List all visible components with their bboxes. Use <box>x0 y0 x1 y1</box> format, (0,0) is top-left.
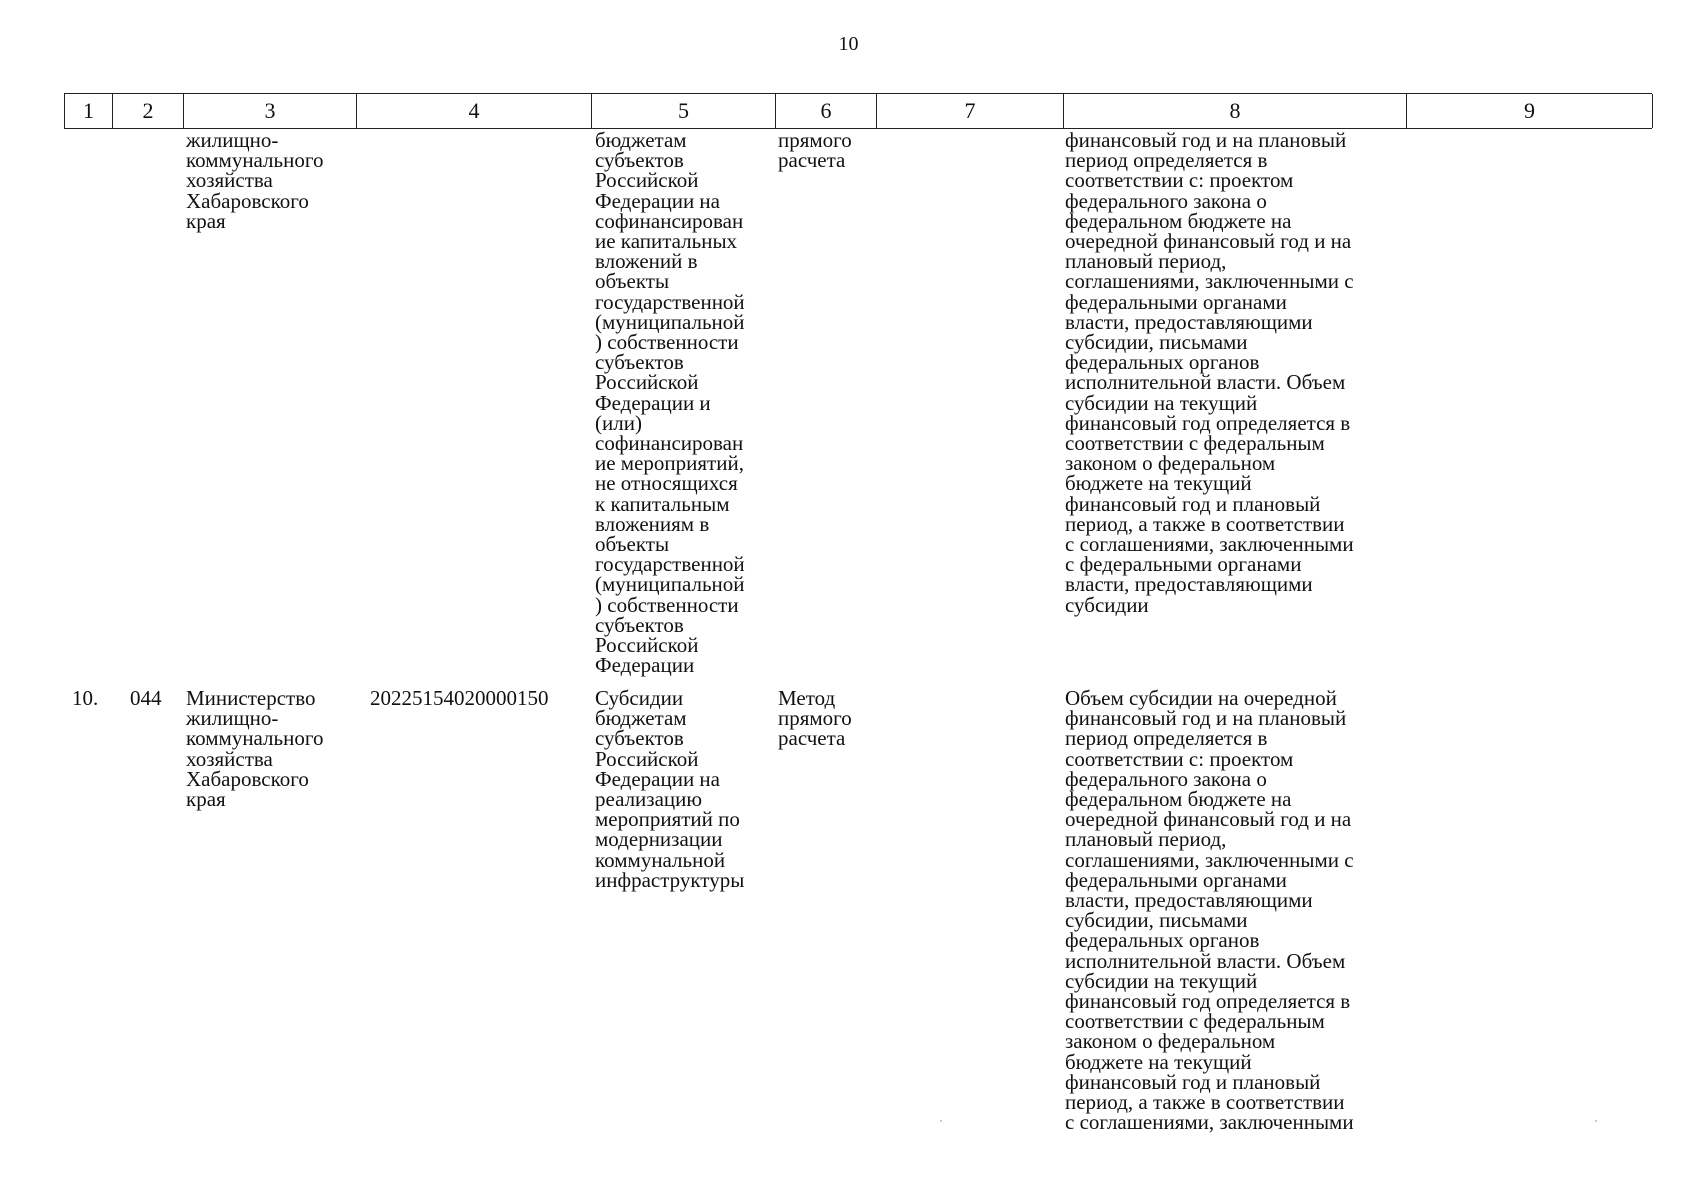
row10-col3-authority: Министерство жилищно- коммунального хозяйства Хабаровского края <box>186 686 324 812</box>
header-col-9: 9 <box>1407 94 1653 128</box>
scan-speck <box>1595 1120 1597 1122</box>
row10-col5-description: Субсидии бюджетам субъектов Российской Федерации на реализацию мероприятий по модернизации коммунальной инфраструктуры <box>595 686 745 892</box>
header-col-4: 4 <box>357 94 592 128</box>
table-header-row <box>64 93 1652 129</box>
row10-col6-method: Метод прямого расчета <box>778 686 852 751</box>
page-number: 10 <box>838 33 859 55</box>
header-col-1: 1 <box>65 94 113 128</box>
row10-number: 10. <box>72 686 99 710</box>
continuation-col5-description: бюджетам субъектов Российской Федерации на софинансирован ие капитальных вложений в объекты государственной (муниципальной ) собственности субъектов Российской Федерации и (или) софинансирован ие мероприятий, не относящихся к капитальным вложениям в объекты государственной (муниципальной ) собственности субъектов Российской Федерации <box>595 128 745 678</box>
row10-code: 044 <box>130 686 162 710</box>
header-col-7: 7 <box>877 94 1064 128</box>
continuation-col8-calculation: финансовый год и на плановый период определяется в соответствии с: проектом федерального закона о федеральном бюджете на очередной финансовый год и на плановый период, соглашениями, заключенными с федеральными органами власти, предоставляющими субсидии, письмами федеральных органов исполнительной власти. Объем субсидии на текущий финансовый год определяется в соответствии с федеральным законом о федеральном бюджете на текущий финансовый год и плановый период, а также в соответствии с соглашениями, заключенными с федеральными органами власти, предоставляющими субсидии <box>1065 128 1354 617</box>
header-col-5: 5 <box>592 94 776 128</box>
row10-col8-calculation: Объем субсидии на очередной финансовый год и на плановый период определяется в соответствии с: проектом федерального закона о федеральном бюджете на очередной финансовый год и на плановый период, соглашениями, заключенными с федеральными органами власти, предоставляющими субсидии, письмами федеральных органов исполнительной власти. Объем субсидии на текущий финансовый год определяется в соответствии с федеральным законом о федеральном бюджете на текущий финансовый год и плановый период, а также в соответствии с соглашениями, заключенными <box>1065 686 1354 1135</box>
header-col-2: 2 <box>113 94 184 128</box>
header-col-3: 3 <box>184 94 357 128</box>
header-col-6: 6 <box>776 94 877 128</box>
continuation-col3-authority: жилищно- коммунального хозяйства Хабаровского края <box>186 128 324 233</box>
continuation-col6-method: прямого расчета <box>778 128 852 173</box>
scan-speck <box>940 1120 942 1122</box>
row10-col4-kbk: 20225154020000150 <box>370 686 549 710</box>
header-col-8: 8 <box>1064 94 1407 128</box>
